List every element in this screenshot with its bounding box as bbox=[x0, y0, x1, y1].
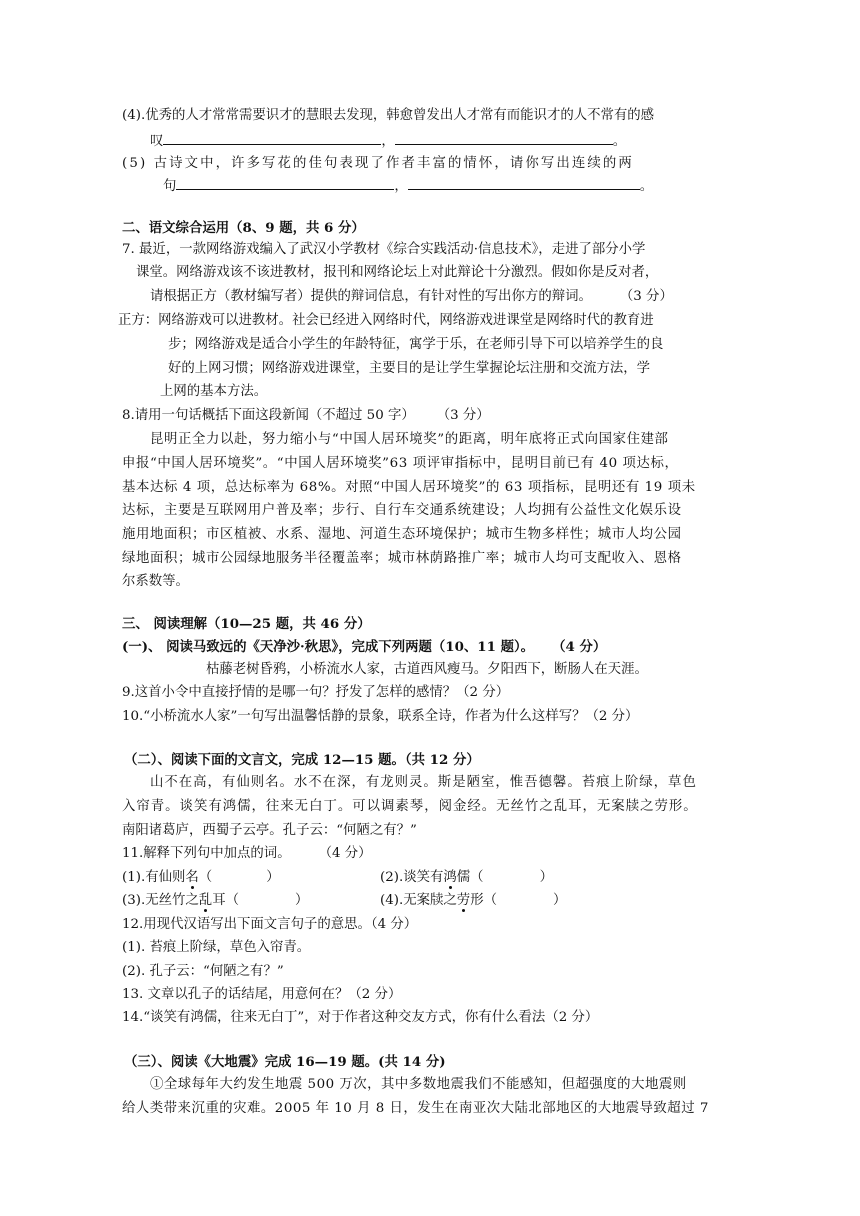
q11-score: （4 分） bbox=[318, 846, 372, 861]
q12-sentence-1: (1). 苔痕上阶绿，草色入帘青。 bbox=[122, 940, 311, 955]
q8-score: （3 分） bbox=[436, 408, 490, 423]
period: 。 bbox=[639, 179, 654, 194]
q11-item-text: (3).无丝竹之 bbox=[122, 893, 199, 908]
zhengfang-line4: 上网的基本方法。 bbox=[160, 384, 268, 399]
poem-text: 枯藤老树昏鸦，小桥流水人家，古道西风瘦马。夕阳西下，断肠人在天涯。 bbox=[206, 662, 648, 677]
q7-line1: 7. 最近，一款网络游戏编入了武汉小学教材《综合实践活动·信息技术》，走进了部分小学 bbox=[122, 242, 646, 257]
q11-item-close: ） bbox=[266, 870, 280, 885]
q11-item-4 bbox=[380, 891, 566, 911]
part1-heading-text: (一)、 阅读马致远的《天净沙·秋思》，完成下列两题（10、11 题）。 bbox=[122, 639, 535, 655]
zhengfang-line1: 正方：网络游戏可以进教材。社会已经进入网络时代，网络游戏进课堂是网络时代的教育进 bbox=[118, 313, 654, 328]
q11-item-2 bbox=[380, 868, 553, 888]
q11-item-close: ） bbox=[552, 893, 567, 908]
classical-text-line: 山不在高，有仙则名。水不在深，有龙则灵。斯是陋室，惟吾德馨。苔痕上阶绿，草色 bbox=[150, 775, 697, 790]
q6-item5-blank-1[interactable] bbox=[176, 175, 394, 190]
q9-text: 9.这首小令中直接抒情的是哪一句？抒发了怎样的感情？（2 分） bbox=[122, 685, 510, 700]
dotted-word: 名 bbox=[185, 870, 199, 885]
q7-line3 bbox=[150, 287, 673, 307]
q11-item-close: ） bbox=[294, 893, 309, 908]
q7-line2: 课堂。网络游戏该不该进教材，报刊和网络论坛上对此辩论十分激烈。假如你是反对者， bbox=[136, 265, 659, 280]
quake-para-line2: 给人类带来沉重的灾难。2005 年 10 月 8 日，发生在南亚次大陆北部地区的大地震导致超过 7 bbox=[122, 1101, 709, 1116]
news-line: 基本达标 4 项，总达标率为 68%。对照“中国人居环境奖”的 63 项指标，昆明还有 19 项未 bbox=[122, 480, 696, 495]
q11-item-1 bbox=[122, 868, 280, 888]
q6-item5-line1: (5) 古诗文中，许多写花的佳句表现了作者丰富的情怀，请你写出连续的两 bbox=[122, 156, 634, 171]
q11-item-text: 耳（ bbox=[212, 893, 239, 908]
part2-heading: （二）、阅读下面的文言文，完成 12—15 题。（共 12 分） bbox=[124, 752, 480, 768]
q6-item4-prefix: 叹 bbox=[150, 134, 164, 149]
comma: ， bbox=[381, 134, 395, 149]
classical-text-line: 南阳诸葛庐，西蜀子云亭。孔子云：“何陋之有？” bbox=[122, 823, 417, 838]
dotted-word: 劳 bbox=[456, 893, 471, 908]
q11-item-text: (1).有仙则 bbox=[122, 870, 186, 885]
part1-heading bbox=[122, 637, 606, 657]
q12-sentence-2: (2). 孔子云：“何陋之有？” bbox=[122, 964, 284, 979]
news-line: 昆明正全力以赴，努力缩小与“中国人居环境奖”的距离，明年底将正式向国家住建部 bbox=[150, 432, 669, 447]
period: 。 bbox=[612, 134, 627, 149]
q7-line3-text: 请根据正方（教材编写者）提供的辩词信息，有针对性的写出你方的辩词。 bbox=[150, 289, 592, 304]
q6-item5-blank-2[interactable] bbox=[408, 175, 640, 190]
comma: ， bbox=[394, 179, 408, 194]
section3-heading: 三、 阅读理解（10—25 题，共 46 分） bbox=[122, 616, 371, 632]
dotted-word: 乱 bbox=[198, 893, 213, 908]
q6-item4-line1: (4).优秀的人才常常需要识才的慧眼去发现，韩愈曾发出人才常有而能识才的人不常有的感 bbox=[122, 108, 655, 123]
q11-line bbox=[122, 844, 372, 864]
q11-item-text: (2).谈笑有 bbox=[380, 870, 444, 885]
part3-heading: （三）、阅读《大地震》完成 16—19 题。(共 14 分) bbox=[124, 1054, 446, 1070]
q8-text: 8.请用一句话概括下面这段新闻（不超过 50 字） bbox=[122, 408, 415, 423]
q13-text: 13. 文章以孔子的话结尾，用意何在？（2 分） bbox=[122, 987, 402, 1002]
q11-item-text: （ bbox=[198, 870, 213, 885]
q12-text: 12.用现代汉语写出下面文言句子的意思。（4 分） bbox=[122, 917, 418, 932]
part1-score: （4 分） bbox=[552, 639, 607, 655]
q6-item5-line2 bbox=[163, 175, 653, 197]
q8-line1 bbox=[122, 406, 490, 426]
section2-heading: 二、语文综合运用（8、9 题，共 6 分） bbox=[122, 220, 365, 236]
q6-item4-line2 bbox=[150, 130, 626, 152]
q11-item-text: 儒（ bbox=[456, 870, 484, 885]
quake-para-line1: ①全球每年大约发生地震 500 万次，其中多数地震我们不能感知，但超强度的大地震则 bbox=[150, 1077, 687, 1092]
news-line: 达标，主要是互联网用户普及率；步行、自行车交通系统建设；人均拥有公益性文化娱乐设 bbox=[122, 503, 682, 518]
zhengfang-line2: 步；网络游戏是适合小学生的年龄特征，寓学于乐，在老师引导下可以培养学生的良 bbox=[168, 337, 664, 352]
q10-text: 10.“小桥流水人家”一句写出温馨恬静的景象，联系全诗，作者为什么这样写？（2 分） bbox=[122, 709, 639, 724]
q6-item4-blank-1[interactable] bbox=[163, 130, 381, 145]
news-line: 绿地面积；城市公园绿地服务半径覆盖率；城市林荫路推广率；城市人均可支配收入、恩格 bbox=[122, 551, 682, 566]
zhengfang-line3: 好的上网习惯；网络游戏进课堂，主要目的是让学生掌握论坛注册和交流方法，学 bbox=[168, 361, 651, 376]
q11-item-close: ） bbox=[539, 870, 553, 885]
classical-text-line: 入帘青。谈笑有鸿儒，往来无白丁。可以调素琴，阅金经。无丝竹之乱耳，无案牍之劳形。 bbox=[122, 799, 698, 814]
news-line: 申报“中国人居环境奖”。“中国人居环境奖”63 项评审指标中，昆明目前已有 40 项达标， bbox=[122, 456, 679, 471]
news-line: 施用地面积；市区植被、水系、湿地、河道生态环境保护；城市生物多样性；城市人均公园 bbox=[122, 527, 682, 542]
q6-item4-blank-2[interactable] bbox=[395, 130, 613, 145]
q11-item-text: (4).无案牍之 bbox=[380, 893, 457, 908]
q11-text: 11.解释下列句中加点的词。 bbox=[122, 846, 291, 861]
q11-item-3 bbox=[122, 891, 308, 911]
dotted-word: 鸿 bbox=[443, 870, 457, 885]
q11-item-text: 形（ bbox=[470, 893, 497, 908]
news-line: 尔系数等。 bbox=[122, 574, 189, 589]
q6-item5-prefix: 句 bbox=[163, 179, 177, 194]
q14-text: 14.“谈笑有鸿儒，往来无白丁”，对于作者这种交友方式，你有什么看法（2 分） bbox=[122, 1010, 599, 1025]
q7-score: （3 分） bbox=[619, 289, 673, 304]
